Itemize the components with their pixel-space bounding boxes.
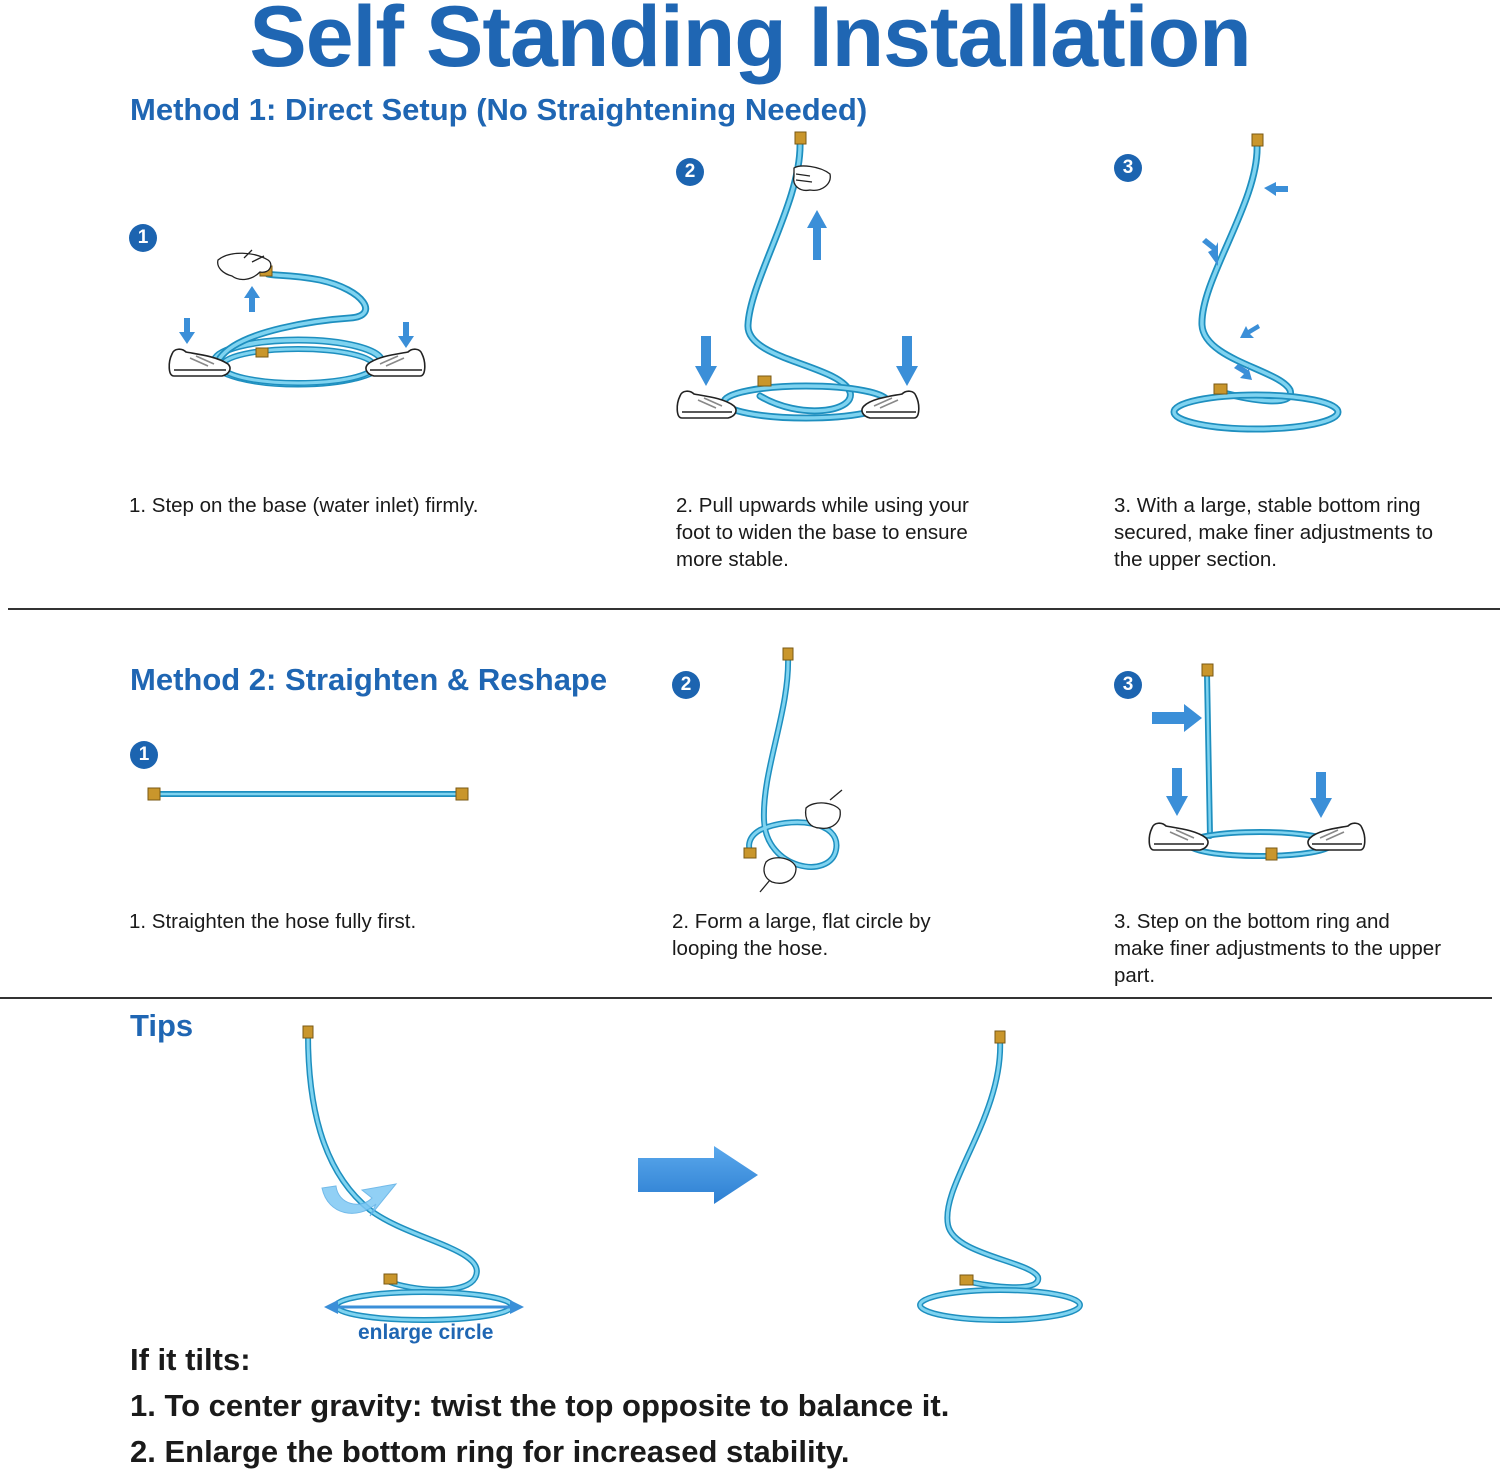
section-divider [8,608,1500,610]
method1-step1-text: 1. Step on the base (water inlet) firmly. [129,494,479,517]
method1-step2-badge: 2 [676,158,704,186]
down-arrow-icon [179,318,195,344]
down-arrow-icon [1166,768,1188,816]
hose [749,656,836,867]
method1-step3-badge: 3 [1114,154,1142,182]
brass-fitting-icon [456,788,468,800]
method2-step3-badge: 3 [1114,671,1142,699]
method2-heading: Method 2: Straighten & Reshape [130,662,608,697]
hose [1174,144,1338,429]
down-arrow-icon [398,322,414,348]
enlarge-circle-label: enlarge circle [358,1321,494,1344]
method2-step1-badge: 1 [130,741,158,769]
tip-line-1: 1. To center gravity: twist the top opposite to balance it. [130,1388,950,1423]
small-arrow-icon [1240,324,1260,338]
hand-icon [806,790,842,828]
hose [308,1034,512,1320]
brass-fitting-icon [384,1274,397,1284]
tips-after-illustration [910,1025,1100,1330]
brass-fitting-icon [148,788,160,800]
brass-fitting-icon [783,648,793,660]
up-arrow-icon [807,210,827,260]
brass-fitting-icon [995,1031,1005,1043]
down-arrow-icon [896,336,918,386]
brass-fitting-icon [1252,134,1263,146]
method1-step2-illustration [670,130,930,430]
brass-fitting-icon [758,376,771,386]
method2-step1-illustration [140,780,480,810]
hose-coil [214,274,382,384]
method1-step3-illustration [1160,130,1360,440]
small-arrow-icon [1202,238,1218,266]
method2-step2-badge: 2 [672,671,700,699]
brass-fitting-icon [960,1275,973,1285]
big-right-arrow-icon [636,1144,760,1206]
method2-step3-text: 3. Step on the bottom ring and make finer adjustments to the upper part. [1114,910,1442,987]
hand-icon [760,858,796,892]
page-title: Self Standing Installation [249,0,1251,85]
section-divider [0,997,1492,999]
method1-heading: Method 1: Direct Setup (No Straightening Needed) [130,92,868,127]
shoe-icon [1308,823,1365,850]
up-arrow-icon [244,286,260,312]
brass-fitting-icon [303,1026,313,1038]
brass-fitting-icon [795,132,806,144]
hose [1188,674,1332,856]
method2-step2-text: 2. Form a large, flat circle by looping the hose. [672,910,931,960]
brass-fitting-icon [1214,384,1227,394]
brass-fitting-icon [256,348,268,357]
down-arrow-icon [695,336,717,386]
brass-fitting-icon [744,848,756,858]
right-arrow-icon [1152,704,1202,732]
hose [920,1039,1080,1320]
method1-step2-text: 2. Pull upwards while using your foot to widen the base to ensure more stable. [676,494,969,571]
brass-fitting-icon [1202,664,1213,676]
if-tilts-heading: If it tilts: [130,1342,251,1377]
hand-icon [794,166,831,190]
method1-step3-text: 3. With a large, stable bottom ring secured, make finer adjustments to the upper section. [1114,494,1434,571]
method2-step2-illustration [730,640,860,900]
method1-step1-illustration [160,240,440,400]
tips-before-illustration [300,1020,540,1320]
brass-fitting-icon [1266,848,1277,860]
method2-step1-text: 1. Straighten the hose fully first. [129,910,417,933]
small-arrow-icon [1264,182,1288,196]
tips-heading: Tips [130,1008,194,1043]
tip-line-2: 2. Enlarge the bottom ring for increased stability. [130,1434,850,1469]
method1-step1-badge: 1 [129,224,157,252]
down-arrow-icon [1310,772,1332,818]
shoe-icon [1149,823,1208,850]
method2-step3-illustration [1140,660,1380,870]
